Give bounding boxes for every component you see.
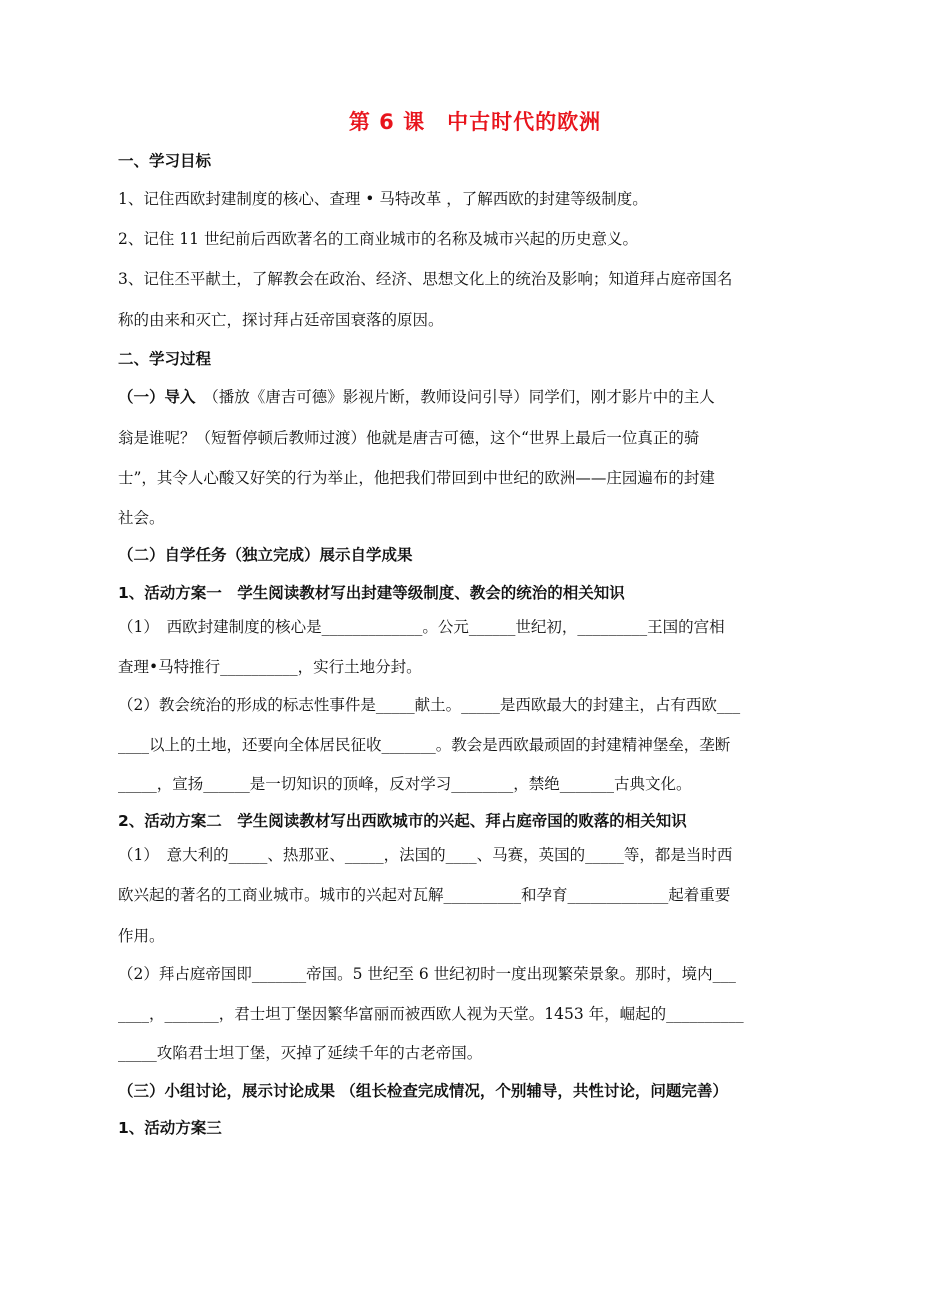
goal-item-2: 2、记住 11 世纪前后西欧著名的工商业城市的名称及城市兴起的历史意义。	[118, 230, 638, 248]
plan-1-q1-line-1: （1） 西欧封建制度的核心是_____________。公元______世纪初，_________王国的宫相	[118, 618, 725, 636]
intro-label: （一）导入	[118, 388, 196, 406]
intro-paragraph-line-4: 社会。	[118, 509, 165, 527]
intro-paragraph-line-2: 翁是谁呢？（短暂停顿后教师过渡）他就是唐吉可德，这个“世界上最后一位真正的骑	[118, 429, 700, 447]
plan-2-q1-line-3: 作用。	[118, 927, 165, 945]
plan-2-q2-line-1: （2）拜占庭帝国即_______帝国。5 世纪至 6 世纪初时一度出现繁荣景象。那时，境内___	[118, 965, 736, 983]
plan-1-q1-line-2: 查理•马特推行__________，实行土地分封。	[118, 658, 422, 676]
plan-2-q2-line-3: _____攻陷君士坦丁堡，灭掉了延续千年的古老帝国。	[118, 1044, 483, 1062]
intro-text-1: （播放《唐吉可德》影视片断，教师设问引导）同学们，刚才影片中的主人	[195, 388, 715, 406]
plan-1-q2-line-3: _____，宣扬______是一切知识的顶峰，反对学习________，禁绝_______古典文化。	[118, 775, 692, 793]
intro-paragraph-line-1	[118, 386, 838, 408]
goal-item-1: 1、记住西欧封建制度的核心、查理 • 马特改革 ，了解西欧的封建等级制度。	[118, 190, 648, 208]
lesson-title: 第 6 课 中古时代的欧洲	[348, 110, 602, 134]
plan-1-q2-line-2: ____以上的土地，还要向全体居民征收_______。教会是西欧最顽固的封建精神堡垒，垄断	[118, 736, 731, 754]
self-study-heading: （二）自学任务（独立完成）展示自学成果	[118, 546, 413, 564]
plan-2-heading: 2、活动方案二 学生阅读教材写出西欧城市的兴起、拜占庭帝国的败落的相关知识	[118, 812, 687, 830]
plan-1-q2-line-1: （2）教会统治的形成的标志性事件是_____献土。_____是西欧最大的封建主，占有西欧___	[118, 696, 741, 714]
plan-3-heading: 1、活动方案三	[118, 1119, 222, 1137]
goal-item-3-line-2: 称的由来和灭亡，探讨拜占廷帝国衰落的原因。	[118, 311, 444, 329]
goal-item-3-line-1: 3、记住丕平献土，了解教会在政治、经济、思想文化上的统治及影响；知道拜占庭帝国名	[118, 270, 733, 288]
plan-2-q1-line-2: 欧兴起的著名的工商业城市。城市的兴起对瓦解__________和孕育_____________起着重要	[118, 886, 731, 904]
group-discussion-heading: （三）小组讨论，展示讨论成果 （组长检查完成情况，个别辅导，共性讨论，问题完善）	[118, 1082, 728, 1100]
learning-goals-heading: 一、学习目标	[118, 152, 212, 170]
plan-1-heading: 1、活动方案一 学生阅读教材写出封建等级制度、教会的统治的相关知识	[118, 584, 625, 602]
plan-2-q2-line-2: ____，_______，君士坦丁堡因繁华富丽而被西欧人视为天堂。1453 年，崛起的__________	[118, 1005, 744, 1023]
learning-process-heading: 二、学习过程	[118, 350, 212, 368]
plan-2-q1-line-1: （1） 意大利的_____、热那亚、_____，法国的____、马赛，英国的_____等，都是当时西	[118, 846, 733, 864]
intro-paragraph-line-3: 士”，其令人心酸又好笑的行为举止，他把我们带回到中世纪的欧洲——庄园遍布的封建	[118, 469, 715, 487]
